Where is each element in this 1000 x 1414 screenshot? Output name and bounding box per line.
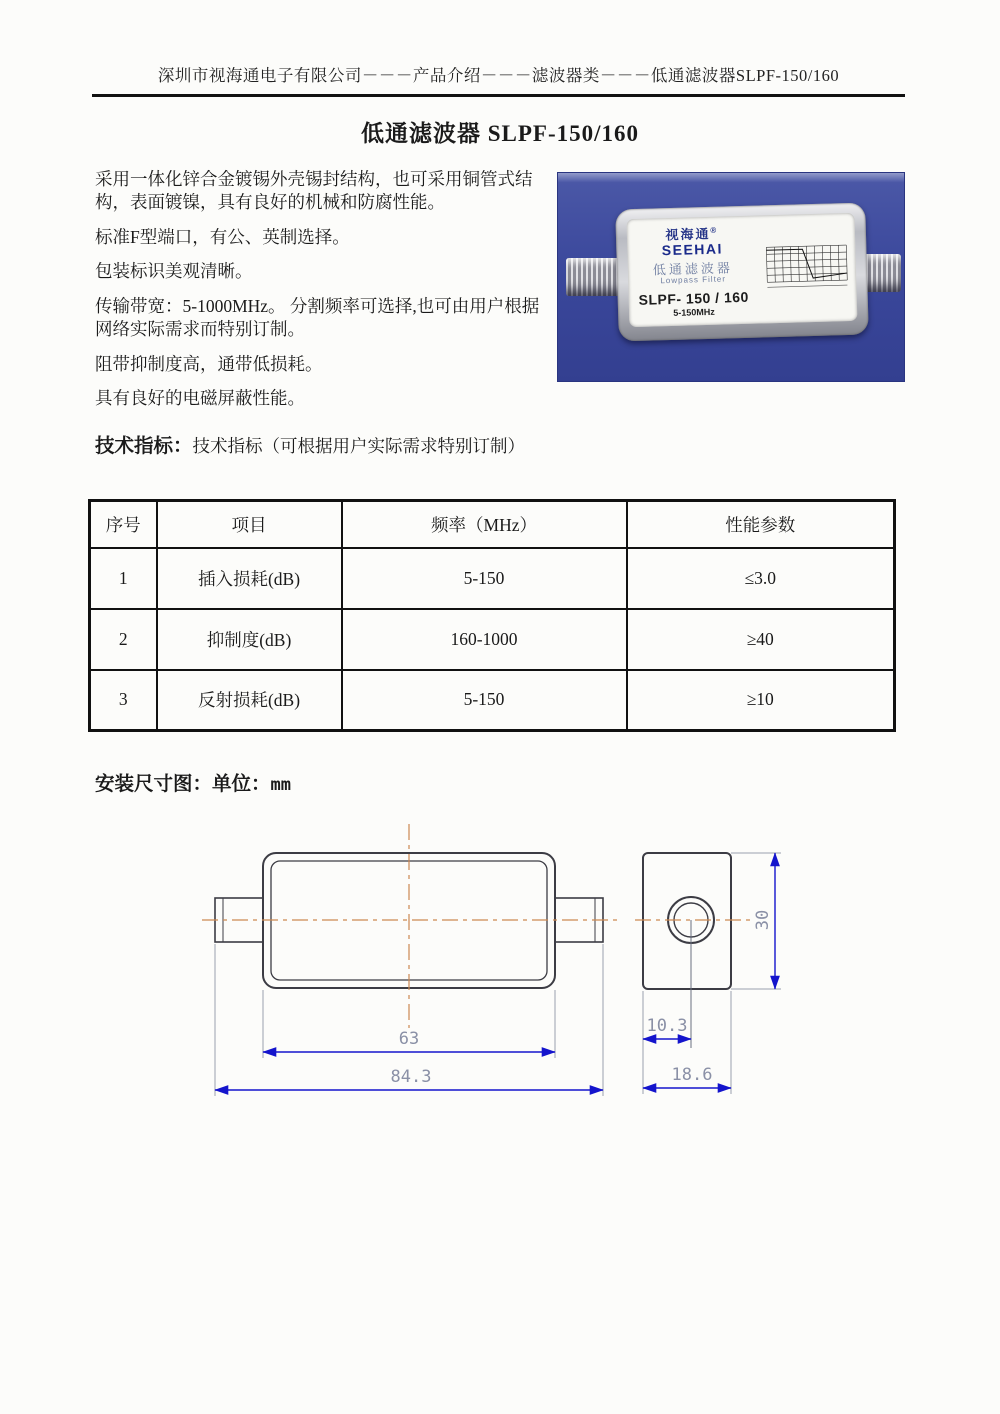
col-header-index: 序号 xyxy=(90,501,157,548)
specs-heading xyxy=(95,430,525,458)
table-row xyxy=(90,609,895,670)
dimension-height xyxy=(753,853,775,989)
page-title: 低通滤波器 SLPF-150/160 xyxy=(360,121,640,146)
product-label xyxy=(626,213,857,327)
col-header-frequency: 频率（MHz） xyxy=(342,501,627,548)
cell-frequency: 5-150 xyxy=(342,548,627,609)
header-rule xyxy=(92,94,905,97)
installation-dimension-drawing xyxy=(180,812,940,1112)
product-name-english: Lowpass Filter xyxy=(660,274,727,286)
feature-item: 包装标识美观清晰。 xyxy=(95,261,253,282)
dimension-height-value: 30 xyxy=(753,909,773,931)
cell-frequency: 160-1000 xyxy=(342,609,627,670)
feature-item: 传输带宽：5-1000MHz。 分割频率可选择,也可由用户根据网络实际需求而特别订制。 xyxy=(95,296,540,339)
specs-heading-note: 技术指标（可根据用户实际需求特别订制） xyxy=(192,436,526,456)
table-header-row xyxy=(90,501,895,548)
cell-item: 反射损耗(dB) xyxy=(157,670,342,731)
side-view xyxy=(643,853,731,989)
page-header: 深圳市视海通电子有限公司－－－产品介绍－－－滤波器类－－－低通滤波器SLPF-150/160 xyxy=(157,66,840,85)
cell-index: 3 xyxy=(90,670,157,731)
response-curve-graphic xyxy=(757,239,857,298)
cell-parameter: ≤3.0 xyxy=(627,548,895,609)
brand-english: SEEHAI xyxy=(661,240,724,259)
feature-item: 采用一体化锌合金镀锡外壳锡封结构，也可采用铜管式结构，表面镀镍，具有良好的机械和防腐性能。 xyxy=(95,169,533,212)
dimension-port-offset-value: 10.3 xyxy=(646,1016,688,1036)
dimension-depth xyxy=(643,1065,731,1088)
feature-item: 具有良好的电磁屏蔽性能。 xyxy=(95,388,305,409)
registered-mark: ® xyxy=(710,225,719,235)
cell-index: 1 xyxy=(90,548,157,609)
dimension-depth-value: 18.6 xyxy=(671,1065,713,1085)
dimension-total-width-value: 84.3 xyxy=(390,1067,432,1087)
f-connector-left xyxy=(566,258,623,296)
table-row xyxy=(90,670,895,731)
extension-lines-side xyxy=(643,853,781,1094)
specs-table xyxy=(88,499,896,732)
col-header-item: 项目 xyxy=(157,501,342,548)
frequency-range: 5-150MHz xyxy=(673,306,715,318)
col-header-parameter: 性能参数 xyxy=(627,501,895,548)
specs-heading-bold: 技术指标： xyxy=(95,436,193,457)
dimensions-heading xyxy=(95,768,291,796)
product-photo xyxy=(557,172,905,382)
product-name-chinese: 低通滤波器 xyxy=(652,259,734,278)
cell-index: 2 xyxy=(90,609,157,670)
dimension-body-width xyxy=(263,1029,555,1052)
filter-body xyxy=(615,203,869,342)
dimension-total-width xyxy=(215,1067,603,1090)
dimensions-heading-text: 安装尺寸图：单位： xyxy=(95,774,271,795)
brand-chinese: 视海通® xyxy=(665,225,719,243)
cell-parameter: ≥10 xyxy=(627,670,895,731)
centerlines-front xyxy=(202,824,622,1028)
cell-item: 抑制度(dB) xyxy=(157,609,342,670)
cell-parameter: ≥40 xyxy=(627,609,895,670)
cell-frequency: 5-150 xyxy=(342,670,627,731)
feature-item: 阻带抑制度高，通带低损耗。 xyxy=(95,353,323,374)
feature-list xyxy=(95,168,547,422)
table-row xyxy=(90,548,895,609)
cell-item: 插入损耗(dB) xyxy=(157,548,342,609)
model-number: SLPF- 150 / 160 xyxy=(638,288,750,309)
dimensions-unit: mm xyxy=(270,775,291,795)
feature-item: 标准F型端口，有公、英制选择。 xyxy=(95,226,350,247)
dimension-body-width-value: 63 xyxy=(398,1029,420,1049)
dimension-port-offset xyxy=(643,1016,691,1039)
label-text-block xyxy=(627,224,759,319)
